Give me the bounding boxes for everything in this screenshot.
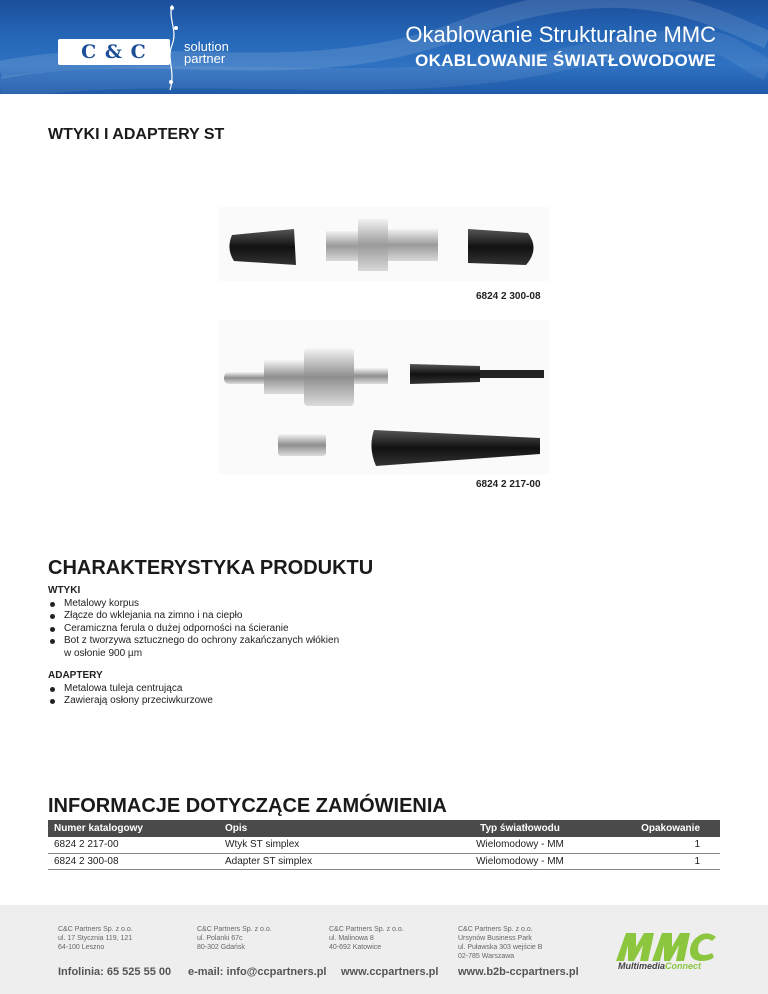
- cell-fiber-type: Wielomodowy - MM: [453, 853, 587, 869]
- logo-sub-line-1: solution: [184, 39, 229, 54]
- cell-catalog: 6824 2 300-08: [48, 853, 219, 869]
- crimp-ring: [278, 434, 326, 456]
- cell-description: Wtyk ST simplex: [219, 837, 453, 853]
- address-line: 64-100 Leszno: [58, 944, 105, 951]
- address-line: ul. 17 Stycznia 119, 121: [58, 935, 133, 942]
- feature-item: Ceramiczna ferula o dużej odporności na ścieranie: [48, 623, 339, 636]
- dust-cap-left: [229, 229, 296, 265]
- mmc-brand-text: [618, 961, 701, 971]
- cc-logo: [58, 39, 170, 65]
- address-line: C&C Partners Sp. z o.o.: [197, 926, 272, 933]
- fiber-boot: [371, 430, 540, 466]
- address-katowice: [329, 925, 404, 952]
- address-line: ul. Malinowa 8: [329, 935, 374, 942]
- product-title: WTYKI I ADAPTERY ST: [48, 126, 225, 143]
- features-plugs-heading: WTYKI: [48, 585, 81, 596]
- dust-cap-right: [468, 229, 534, 265]
- features-plugs: [48, 585, 339, 660]
- website-link[interactable]: www.ccpartners.pl: [341, 966, 439, 978]
- table-header-row: [48, 820, 720, 837]
- b2b-link[interactable]: www.b2b-ccpartners.pl: [458, 966, 579, 978]
- cell-packaging: 1: [587, 853, 720, 869]
- logo-sub-line-2: partner: [184, 51, 226, 66]
- column-header-fiber-type: Typ światłowodu: [453, 820, 587, 837]
- brand-accent: Connect: [665, 961, 702, 971]
- header-subtitle: OKABLOWANIE ŚWIATŁOWODOWE: [415, 51, 716, 70]
- address-line: C&C Partners Sp. z o.o.: [329, 926, 404, 933]
- address-line: 80-302 Gdańsk: [197, 944, 245, 951]
- logo-text: C & C: [81, 41, 147, 63]
- product-image-adapter: [218, 207, 550, 281]
- cell-fiber-type: Wielomodowy - MM: [453, 837, 587, 853]
- feature-item: Bot z tworzywa sztucznego do ochrony zakańczanych włókien: [48, 635, 339, 648]
- address-warszawa: [458, 925, 542, 961]
- address-line: C&C Partners Sp. z o.o.: [458, 926, 533, 933]
- logo-subtitle: [184, 41, 229, 65]
- page-footer: [0, 905, 768, 994]
- address-leszno: [58, 925, 133, 952]
- address-line: ul. Puławska 303 wejście B: [458, 944, 543, 951]
- cell-description: Adapter ST simplex: [219, 853, 453, 869]
- table-row: [48, 853, 720, 869]
- column-header-description: Opis: [219, 820, 453, 837]
- address-gdansk: [197, 925, 272, 952]
- feature-item: Metalowa tuleja centrująca: [48, 683, 213, 696]
- image-code-adapter: 6824 2 300-08: [476, 291, 541, 302]
- address-line: Ursynów Business Park: [458, 935, 532, 942]
- characteristics-title: CHARAKTERYSTYKA PRODUKTU: [48, 557, 374, 579]
- hotline-text: Infolinia: 65 525 55 00: [58, 966, 172, 978]
- mmc-logo: [612, 927, 722, 975]
- feature-item-continuation: w osłonie 900 µm: [64, 647, 143, 659]
- adapter-illustration: [218, 207, 550, 281]
- cell-packaging: 1: [587, 837, 720, 853]
- cell-catalog: 6824 2 217-00: [48, 837, 219, 853]
- header-title: Okablowanie Strukturalne MMC: [405, 22, 716, 47]
- table-row: [48, 837, 720, 853]
- email-link[interactable]: e-mail: info@ccpartners.pl: [188, 966, 327, 978]
- ordering-table: [48, 820, 720, 870]
- crimp-sleeve-boot: [410, 364, 480, 384]
- feature-item: Złącze do wklejania na zimno i na ciepło: [48, 610, 339, 623]
- features-adapters: [48, 670, 213, 708]
- page-header: [0, 0, 768, 94]
- brand-name: Multimedia: [618, 961, 666, 971]
- image-code-connector: 6824 2 217-00: [476, 479, 541, 490]
- feature-item: Zawierają osłony przeciwkurzowe: [48, 695, 213, 708]
- address-line: 40-692 Katowice: [329, 944, 382, 951]
- connector-illustration: [218, 320, 550, 474]
- column-header-packaging: Opakowanie: [587, 820, 720, 837]
- address-line: 02-785 Warszawa: [458, 953, 515, 960]
- address-line: C&C Partners Sp. z o.o.: [58, 926, 133, 933]
- product-image-connector: [218, 320, 550, 474]
- column-header-catalog: Numer katalogowy: [48, 820, 219, 837]
- ordering-title: INFORMACJE DOTYCZĄCE ZAMÓWIENIA: [48, 795, 447, 817]
- features-adapters-heading: ADAPTERY: [48, 670, 103, 681]
- feature-item: Metalowy korpus: [48, 598, 339, 611]
- address-line: ul. Polanki 67c: [197, 935, 243, 942]
